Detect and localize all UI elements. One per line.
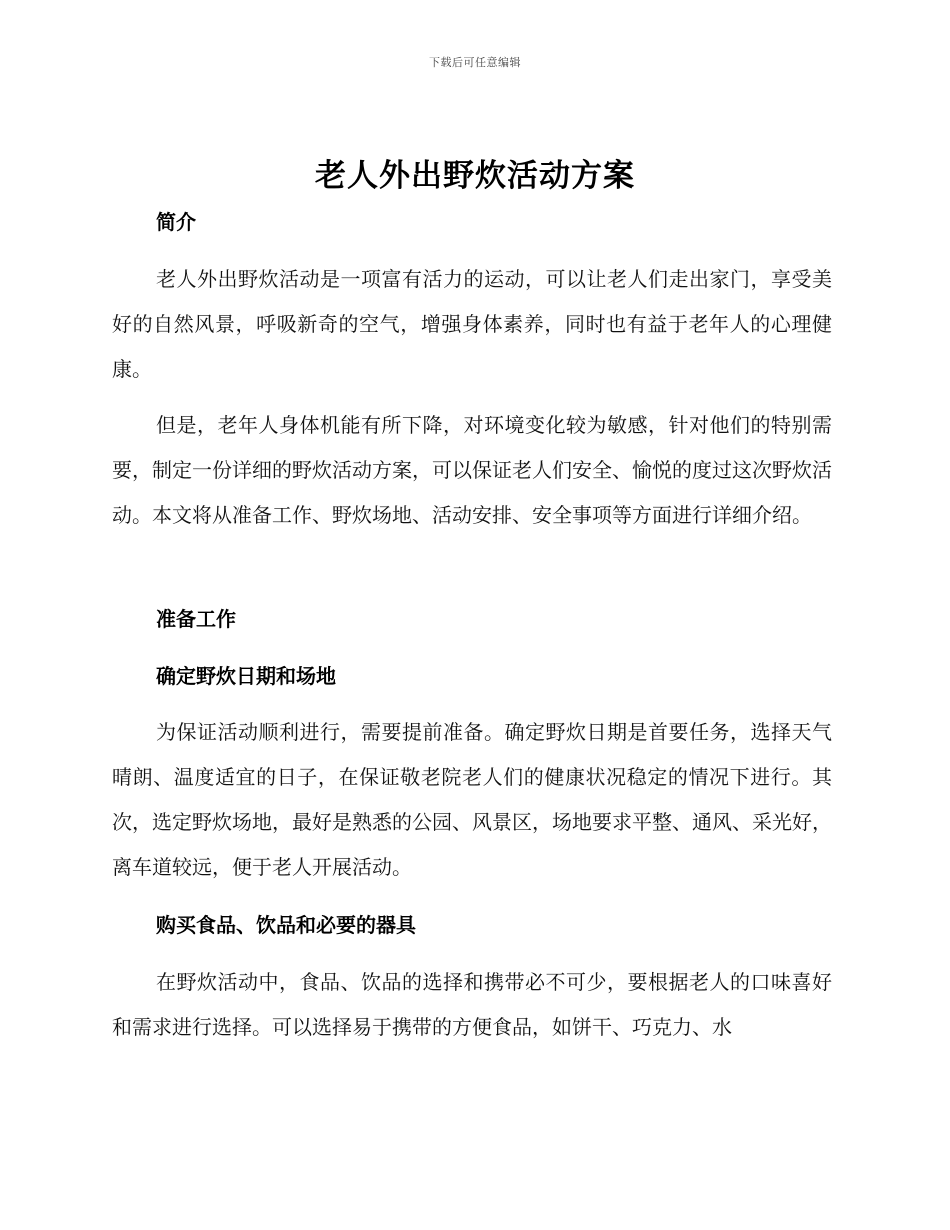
date-heading-block xyxy=(112,661,832,691)
food-paragraph-block xyxy=(112,960,832,1050)
intro-paragraph-1: 老人外出野炊活动是一项富有活力的运动，可以让老人们走出家门，享受美好的自然风景，呼吸新奇的空气，增强身体素养，同时也有益于老年人的心理健康。 xyxy=(112,267,832,381)
header-note: 下载后可任意编辑 xyxy=(429,56,521,69)
intro-heading-block xyxy=(112,207,832,237)
date-venue-paragraph: 为保证活动顺利进行，需要提前准备。确定野炊日期是首要任务，选择天气晴朗、温度适宜的日子，在保证敬老院老人们的健康状况稳定的情况下进行。其次，选定野炊场地，最好是熟悉的公园、风景区，场地要求平整、通风、采光好，离车道较远，便于老人开展活动。 xyxy=(112,720,832,879)
intro-paragraph-2: 但是，老年人身体机能有所下降，对环境变化较为敏感，针对他们的特别需要，制定一份详细的野炊活动方案，可以保证老人们安全、愉悦的度过这次野炊活动。本文将从准备工作、野炊场地、活动安排、安全事项等方面进行详细介绍。 xyxy=(112,413,832,527)
subheading-food-supplies: 购买食品、饮品和必要的器具 xyxy=(156,913,416,937)
intro-paragraph-1-block xyxy=(112,257,832,392)
food-supplies-paragraph: 在野炊活动中，食品、饮品的选择和携带必不可少，要根据老人的口味喜好和需求进行选择。可以选择易于携带的方便食品，如饼干、巧克力、水 xyxy=(112,970,832,1039)
document-title: 老人外出野炊活动方案 xyxy=(315,158,635,194)
subheading-date-venue: 确定野炊日期和场地 xyxy=(156,664,336,688)
section-heading-intro: 简介 xyxy=(156,210,196,234)
food-heading-block xyxy=(112,910,832,940)
prep-heading-block xyxy=(112,604,832,634)
section-heading-preparation: 准备工作 xyxy=(156,607,236,631)
date-paragraph-block xyxy=(112,710,832,890)
intro-paragraph-2-block xyxy=(112,403,832,538)
